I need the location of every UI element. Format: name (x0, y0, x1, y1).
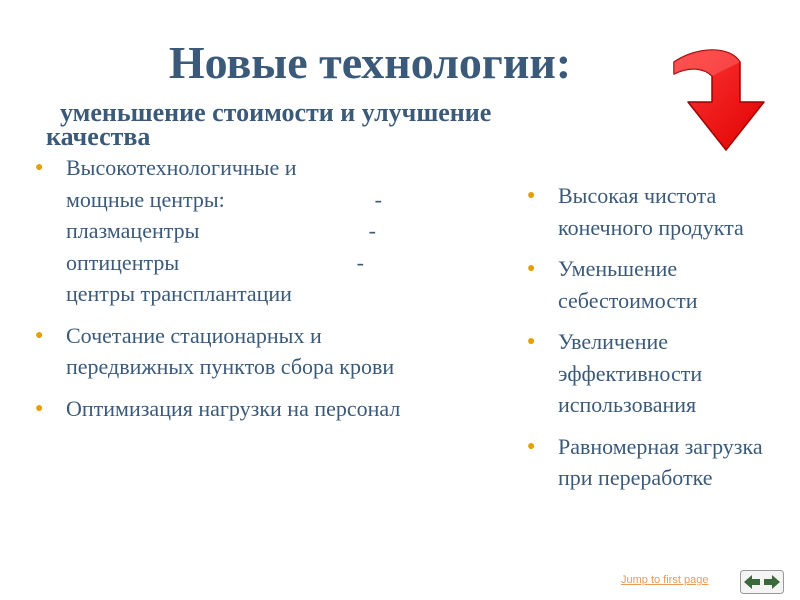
dash-mark: - (356, 249, 364, 275)
list-item (32, 320, 412, 383)
list-item-line (66, 184, 382, 216)
bullet-icon: ● (527, 438, 536, 454)
list-item-text: оптицентры (66, 249, 180, 275)
right-bullet-list (524, 180, 774, 504)
jump-to-first-page-link[interactable]: Jump to first page (621, 574, 709, 586)
bullet-icon: ● (35, 160, 44, 175)
back-forward-nav-icon[interactable] (740, 570, 784, 594)
dash-mark: - (374, 186, 382, 212)
list-item (524, 180, 774, 243)
dash-mark: - (368, 218, 376, 243)
subtitle-line-2: качества (46, 122, 151, 151)
list-item (32, 393, 412, 425)
list-item-line (66, 215, 376, 247)
subtitle-line-1: уменьшение стоимости и улучшение (60, 98, 492, 127)
slide-subtitle (46, 98, 666, 152)
list-item-line (66, 247, 364, 279)
curved-down-arrow-icon (668, 40, 780, 156)
list-item (32, 152, 412, 310)
bullet-icon: ● (527, 261, 536, 276)
left-bullet-list (32, 152, 412, 434)
list-item-text: Оптимизация нагрузки на персонал (66, 395, 401, 421)
list-item-text: Равномерная загрузка при переработке (558, 433, 763, 490)
list-item (524, 431, 774, 494)
bullet-icon: ● (35, 400, 44, 416)
list-item-line: центры трансплантации (66, 281, 292, 306)
list-item-line: Высокотехнологичные и (66, 155, 297, 180)
bullet-icon: ● (527, 334, 536, 349)
list-item-text: Уменьшение себестоимости (558, 256, 698, 313)
list-item-text: плазмацентры (66, 218, 200, 243)
list-item (524, 253, 774, 316)
list-item-text: Сочетание стационарных и передвижных пунктов сбора крови (66, 322, 395, 379)
slide-title: Новые технологии: (168, 37, 572, 88)
list-item-text: Увеличение эффективности использования (558, 329, 703, 417)
bullet-icon: ● (527, 188, 536, 203)
list-item (524, 326, 774, 421)
list-item-text: Высокая чистота конечного продукта (558, 183, 744, 240)
bullet-icon: ● (35, 327, 44, 343)
list-item-text: мощные центры: (66, 186, 225, 212)
